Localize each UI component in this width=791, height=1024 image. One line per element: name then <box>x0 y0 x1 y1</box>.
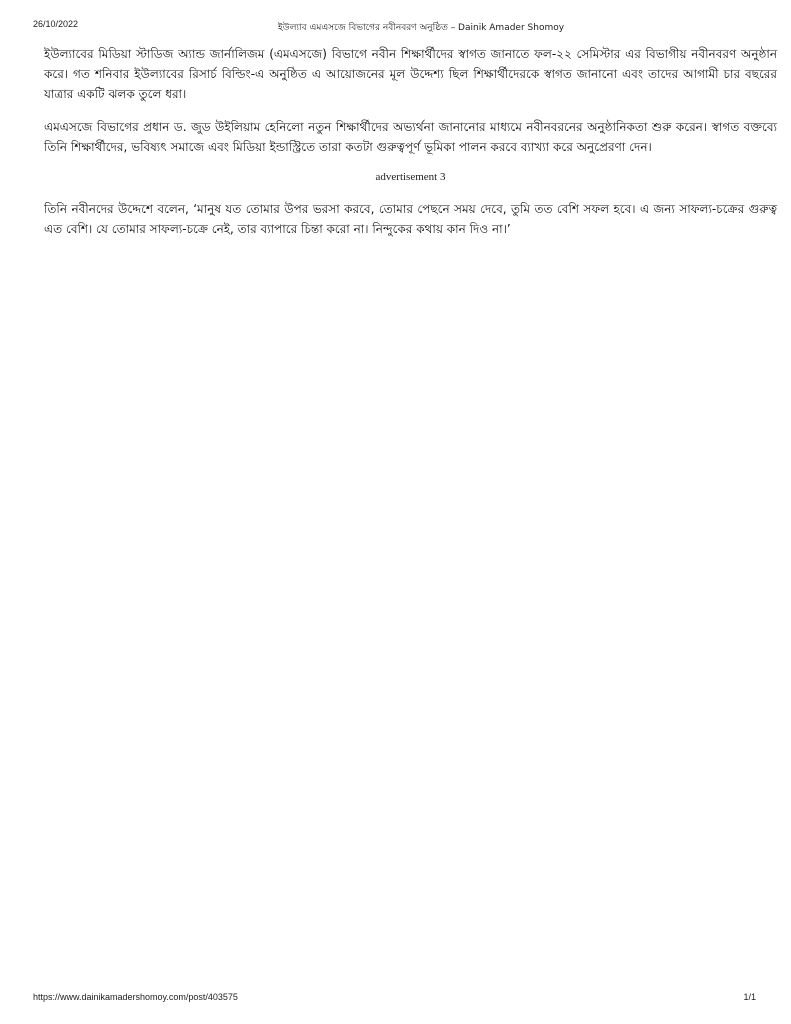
page-title: ইউল্যাব এমএসজে বিভাগের নবীনবরণ অনুষ্ঠিত – Dainik Amader Shomoy <box>278 23 565 33</box>
article-paragraph-2: এমএসজে বিভাগের প্রধান ড. জুড উইলিয়াম হেনিলো নতুন শিক্ষার্থীদের অভ্যর্থনা জানানোর মাধ্যমে নবীনবরনের অনুষ্ঠানিকতা শুরু করেন। স্বাগত বক্তব্যে তিনি শিক্ষার্থীদের, ভবিষ্যৎ সমাজে এবং মিডিয়া ইন্ডাস্ট্রিতে তারা কতটা গুরুত্বপূর্ণ ভূমিকা পালন করবে ব্যাখ্যা করে অনুপ্রেরণা দেন। <box>44 120 777 154</box>
article-body <box>44 44 777 239</box>
footer-url[interactable]: https://www.dainikamadershomoy.com/post/403575 <box>33 992 238 1002</box>
article-paragraph-1: ইউল্যাবের মিডিয়া স্টাডিজ অ্যান্ড জার্নালিজম (এমএসজে) বিভাগে নবীন শিক্ষার্থীদের স্বাগত জানাতে ফল-২২ সেমিস্টার এর বিভাগীয় নবীনবরণ অনুষ্ঠান করে। গত শনিবার ইউল্যাবের রিসার্চ বিল্ডিং-এ অনুষ্ঠিত এ আয়োজনের মূল উদ্দেশ্য ছিল শিক্ষার্থীদেরকে স্বাগত জানানো এবং তাদের আগামী চার বছরের যাত্রার একটি ঝলক তুলে ধরা। <box>44 47 777 101</box>
print-date: 26/10/2022 <box>33 19 79 29</box>
page-number: 1/1 <box>743 992 756 1002</box>
article-paragraph-3: তিনি নবীনদের উদ্দেশে বলেন, ‘মানুষ যত তোমার উপর ভরসা করবে, তোমার পেছনে সময় দেবে, তুমি তত বেশি সফল হবে। এ জন্য সাফল্য-চক্রের গুরুত্ব এত বেশি। যে তোমার সাফল্য-চক্রে নেই, তার ব্যাপারে চিন্তা করো না। নিন্দুকের কথায় কান দিও না।’ <box>44 202 777 236</box>
advertisement-placeholder: advertisement 3 <box>375 171 446 183</box>
